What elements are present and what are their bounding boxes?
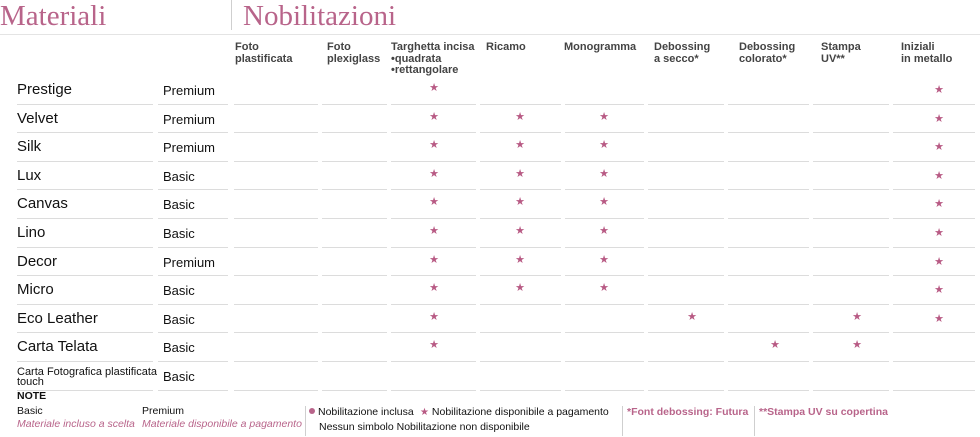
row-divider <box>728 247 809 248</box>
column-header <box>486 42 526 54</box>
paid-star-icon: ★ <box>934 84 944 96</box>
paid-star-icon: ★ <box>515 196 525 209</box>
row-divider <box>728 304 809 305</box>
row-divider <box>158 218 228 219</box>
row-divider <box>893 189 975 190</box>
column-header-line: Ricamo <box>486 41 526 53</box>
paid-star-icon: ★ <box>515 253 525 266</box>
paid-star-icon: ★ <box>852 310 862 323</box>
row-divider <box>813 361 889 362</box>
row-divider <box>565 304 644 305</box>
material-name: Prestige <box>17 81 73 98</box>
row-divider <box>234 189 318 190</box>
row-divider <box>234 390 318 391</box>
row-divider <box>813 332 889 333</box>
row-divider <box>391 104 476 105</box>
legend-none <box>319 421 530 434</box>
row-divider <box>893 218 975 219</box>
row-divider <box>480 332 561 333</box>
paid-star-icon: ★ <box>934 312 944 325</box>
paid-star-icon: ★ <box>934 169 944 182</box>
paid-star-icon: ★ <box>687 310 697 323</box>
row-divider <box>893 390 975 391</box>
basic-label: Basic <box>17 405 43 417</box>
paid-star-icon: ★ <box>599 282 609 295</box>
paid-star-icon: ★ <box>429 282 439 295</box>
header-rule <box>0 34 980 35</box>
row-divider <box>648 390 724 391</box>
row-divider <box>322 361 387 362</box>
row-divider <box>648 104 724 105</box>
row-divider <box>234 161 318 162</box>
row-divider <box>391 361 476 362</box>
row-divider <box>234 275 318 276</box>
row-divider <box>322 247 387 248</box>
material-name: Eco Leather <box>17 309 98 327</box>
column-header-line: plexiglass <box>327 52 381 65</box>
row-divider <box>813 390 889 391</box>
row-divider <box>648 275 724 276</box>
material-tier: Premium <box>163 140 216 156</box>
row-divider <box>17 218 153 219</box>
material-tier: Basic <box>163 340 195 356</box>
material-tier: Basic <box>163 369 195 384</box>
paid-star-icon: ★ <box>429 339 439 352</box>
row-divider <box>565 332 644 333</box>
row-divider <box>480 275 561 276</box>
row-divider <box>813 275 889 276</box>
row-divider <box>813 218 889 219</box>
row-divider <box>158 390 228 391</box>
material-name: Carta Fotografica plastificata touch <box>17 366 158 388</box>
row-divider <box>728 361 809 362</box>
row-divider <box>17 104 153 105</box>
paid-star-icon: ★ <box>429 310 439 323</box>
paid-star-icon: ★ <box>515 139 525 152</box>
row-divider <box>728 332 809 333</box>
material-name: Velvet <box>17 109 58 127</box>
paid-star-icon: ★ <box>515 167 525 180</box>
row-divider <box>391 132 476 133</box>
row-divider <box>648 247 724 248</box>
row-divider <box>17 247 153 248</box>
paid-star-icon: ★ <box>429 82 439 94</box>
column-header <box>739 42 795 65</box>
notes-heading: NOTE <box>17 390 47 402</box>
row-divider <box>480 104 561 105</box>
row-divider <box>322 132 387 133</box>
paid-star-icon: ★ <box>429 110 439 123</box>
material-tier: Basic <box>163 226 195 241</box>
row-divider <box>480 247 561 248</box>
row-divider <box>158 275 228 276</box>
row-divider <box>565 218 644 219</box>
row-divider <box>813 247 889 248</box>
legend-included <box>309 406 414 419</box>
paid-star-icon: ★ <box>599 139 609 152</box>
row-divider <box>893 332 975 333</box>
column-header-line: colorato* <box>739 52 787 65</box>
row-divider <box>391 189 476 190</box>
row-divider <box>158 161 228 162</box>
row-divider <box>158 104 228 105</box>
column-header <box>821 42 861 65</box>
notes-divider-2 <box>622 406 623 436</box>
row-divider <box>893 104 975 105</box>
row-divider <box>565 104 644 105</box>
row-divider <box>234 104 318 105</box>
row-divider <box>565 132 644 133</box>
material-tier: Premium <box>163 254 216 270</box>
row-divider <box>158 247 228 248</box>
material-tier: Basic <box>163 311 195 327</box>
row-divider <box>391 275 476 276</box>
row-divider <box>17 132 153 133</box>
paid-star-icon: ★ <box>429 253 439 266</box>
premium-description: Materiale disponibile a pagamento <box>142 418 302 430</box>
row-divider <box>391 304 476 305</box>
row-divider <box>234 218 318 219</box>
paid-star-icon: ★ <box>934 112 944 125</box>
row-divider <box>565 275 644 276</box>
row-divider <box>565 189 644 190</box>
material-name: Decor <box>17 252 58 270</box>
notes-divider-1 <box>305 406 306 436</box>
row-divider <box>391 332 476 333</box>
row-divider <box>480 189 561 190</box>
column-header-line: a secco* <box>654 52 699 65</box>
row-divider <box>391 390 476 391</box>
row-divider <box>322 332 387 333</box>
column-header <box>327 42 380 65</box>
column-header-line: •quadrata <box>391 52 442 65</box>
row-divider <box>158 304 228 305</box>
row-divider <box>391 247 476 248</box>
row-divider <box>322 304 387 305</box>
material-tier: Basic <box>163 168 195 184</box>
row-divider <box>728 390 809 391</box>
material-tier: Premium <box>163 83 216 98</box>
row-divider <box>158 132 228 133</box>
uv-note: **Stampa UV su copertina <box>759 406 888 418</box>
paid-star-icon: ★ <box>429 167 439 180</box>
not-available-label: Nobilitazione non disponibile <box>396 421 530 433</box>
row-divider <box>322 104 387 105</box>
row-divider <box>17 275 153 276</box>
material-name: Carta Telata <box>17 338 98 356</box>
legend-paid-label: Nobilitazione disponibile a pagamento <box>431 406 609 418</box>
paid-star-icon: ★ <box>599 110 609 123</box>
column-header <box>564 42 636 54</box>
column-header <box>235 42 292 65</box>
paid-star-icon: ★ <box>934 255 944 268</box>
column-header-line: in metallo <box>901 52 953 65</box>
row-divider <box>728 189 809 190</box>
row-divider <box>158 332 228 333</box>
legend-included-label: Nobilitazione inclusa <box>318 406 414 418</box>
column-header <box>391 42 475 77</box>
column-header-line: Targhetta incisa <box>391 41 475 53</box>
material-name: Canvas <box>17 195 68 213</box>
paid-star-icon: ★ <box>934 198 944 211</box>
row-divider <box>17 304 153 305</box>
row-divider <box>728 161 809 162</box>
row-divider <box>893 304 975 305</box>
paid-star-icon: ★ <box>934 227 944 239</box>
paid-star-icon: ★ <box>429 139 439 152</box>
material-name: Lux <box>17 166 42 184</box>
row-divider <box>813 304 889 305</box>
row-divider <box>17 332 153 333</box>
title-materiali: Materiali <box>0 0 107 32</box>
column-header-line: Monogramma <box>564 41 637 53</box>
row-divider <box>648 189 724 190</box>
material-tier: Basic <box>163 197 195 213</box>
column-header-line: plastificata <box>235 52 293 65</box>
row-divider <box>234 132 318 133</box>
material-tier: Basic <box>163 283 195 299</box>
row-divider <box>893 247 975 248</box>
row-divider <box>234 332 318 333</box>
paid-star-icon: ★ <box>429 225 439 237</box>
row-divider <box>648 132 724 133</box>
row-divider <box>322 390 387 391</box>
column-header-line: Debossing <box>654 41 711 53</box>
row-divider <box>391 161 476 162</box>
row-divider <box>322 189 387 190</box>
row-divider <box>565 161 644 162</box>
column-header <box>654 42 710 65</box>
row-divider <box>391 218 476 219</box>
dot-icon <box>309 408 315 414</box>
paid-star-icon: ★ <box>599 225 609 237</box>
row-divider <box>893 161 975 162</box>
row-divider <box>648 332 724 333</box>
row-divider <box>813 132 889 133</box>
row-divider <box>322 161 387 162</box>
paid-star-icon: ★ <box>599 253 609 266</box>
row-divider <box>648 304 724 305</box>
row-divider <box>234 304 318 305</box>
star-icon: ★ <box>420 407 429 418</box>
no-symbol-label: Nessun simbolo <box>319 421 394 433</box>
font-note: *Font debossing: Futura <box>627 406 749 418</box>
row-divider <box>480 304 561 305</box>
title-divider <box>231 0 232 30</box>
row-divider <box>893 132 975 133</box>
row-divider <box>813 189 889 190</box>
title-nobilitazioni: Nobilitazioni <box>243 0 397 32</box>
paid-star-icon: ★ <box>515 282 525 295</box>
column-header-line: Stampa <box>821 41 861 53</box>
row-divider <box>158 361 228 362</box>
paid-star-icon: ★ <box>934 284 944 297</box>
row-divider <box>480 132 561 133</box>
row-divider <box>17 189 153 190</box>
material-name: Lino <box>17 224 46 241</box>
legend-paid <box>420 406 609 419</box>
row-divider <box>322 275 387 276</box>
column-header-line: UV** <box>821 52 845 65</box>
basic-description: Materiale incluso a scelta <box>17 418 135 430</box>
column-header-line: Iniziali <box>901 41 935 53</box>
column-header-line: Debossing <box>739 41 796 53</box>
row-divider <box>728 275 809 276</box>
paid-star-icon: ★ <box>599 196 609 209</box>
row-divider <box>565 361 644 362</box>
row-divider <box>565 390 644 391</box>
column-header-line: •rettangolare <box>391 64 459 76</box>
row-divider <box>728 218 809 219</box>
row-divider <box>813 161 889 162</box>
row-divider <box>480 218 561 219</box>
paid-star-icon: ★ <box>515 225 525 237</box>
column-header <box>901 42 952 65</box>
row-divider <box>322 218 387 219</box>
material-tier: Premium <box>163 111 216 127</box>
premium-label: Premium <box>142 405 185 417</box>
paid-star-icon: ★ <box>770 339 780 352</box>
row-divider <box>648 161 724 162</box>
column-header-line: Foto <box>235 41 259 53</box>
row-divider <box>480 390 561 391</box>
paid-star-icon: ★ <box>599 167 609 180</box>
row-divider <box>728 104 809 105</box>
notes-divider-3 <box>754 406 755 436</box>
paid-star-icon: ★ <box>852 339 862 352</box>
column-header-line: Foto <box>327 41 351 53</box>
paid-star-icon: ★ <box>429 196 439 209</box>
row-divider <box>17 361 153 362</box>
row-divider <box>234 247 318 248</box>
row-divider <box>893 275 975 276</box>
row-divider <box>728 132 809 133</box>
row-divider <box>480 161 561 162</box>
row-divider <box>893 361 975 362</box>
row-divider <box>158 189 228 190</box>
paid-star-icon: ★ <box>934 141 944 154</box>
row-divider <box>565 247 644 248</box>
material-name: Silk <box>17 138 42 156</box>
paid-star-icon: ★ <box>515 110 525 123</box>
row-divider <box>234 361 318 362</box>
row-divider <box>480 361 561 362</box>
material-name: Micro <box>17 281 54 299</box>
row-divider <box>648 361 724 362</box>
row-divider <box>813 104 889 105</box>
row-divider <box>648 218 724 219</box>
row-divider <box>17 161 153 162</box>
